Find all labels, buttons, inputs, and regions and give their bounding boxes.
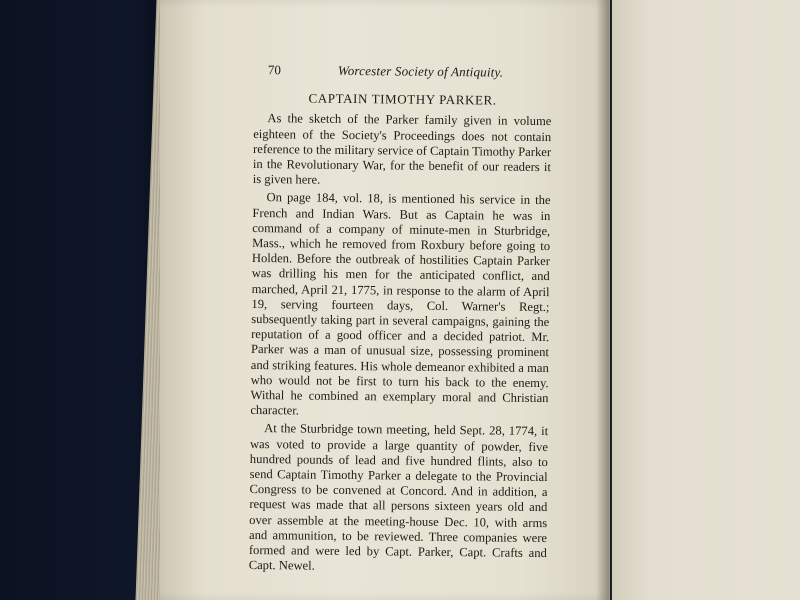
page-number: 70 <box>267 62 281 78</box>
paragraph-military-service: On page 184, vol. 18, is mentioned his service in the French and Indian Wars. But as Captain he was in command of a company of minute-men in Sturbridge, Mass., which he removed from Roxbury before going to Holden. Before the outbreak of hostilities Captain Parker was drilling his men for the anticipated conflict, and marched, April 21, 1775, in response to the alarm of April 19, serving fourteen days, Col. Warner's Regt.; subsequently taking part in several campaigns, gaining the reputation of a good officer and a decided patriot. Mr. Parker was a man of unusual size, possessing prominent and striking features. His whole demeanor exhibited a man who would not be first to turn his back to the enemy. Withal he combined an exemplary moral and Christian character. <box>250 190 551 418</box>
paragraph-intro: As the sketch of the Parker family given in volume eighteen of the Society's Proceedings does not contain reference to the military service of Captain Timothy Parker in the Revolutionary War, for the benefit of our readers it is given here. <box>252 111 552 187</box>
article-title: CAPTAIN TIMOTHY PARKER. <box>308 90 497 108</box>
right-page <box>612 0 800 600</box>
paragraph-town-meeting: At the Sturbridge town meeting, held Sept. 28, 1774, it was voted to provide a large quantity of powder, five hundred pounds of lead and five hundred flints, also to send Captain Timothy Parker a delegate to the Provincial Congress to be convened at Concord. And in addition, a request was made that all persons sixteen years old and over assemble at the meeting-house Dec. 10, with arms and ammunition, to be reviewed. Three companies were formed and were led by Capt. Parker, Capt. Crafts and Capt. Newel. <box>248 421 549 573</box>
printed-text-block <box>249 62 552 580</box>
running-head <box>254 62 552 80</box>
running-head-title: Worcester Society of Antiquity. <box>337 62 504 80</box>
